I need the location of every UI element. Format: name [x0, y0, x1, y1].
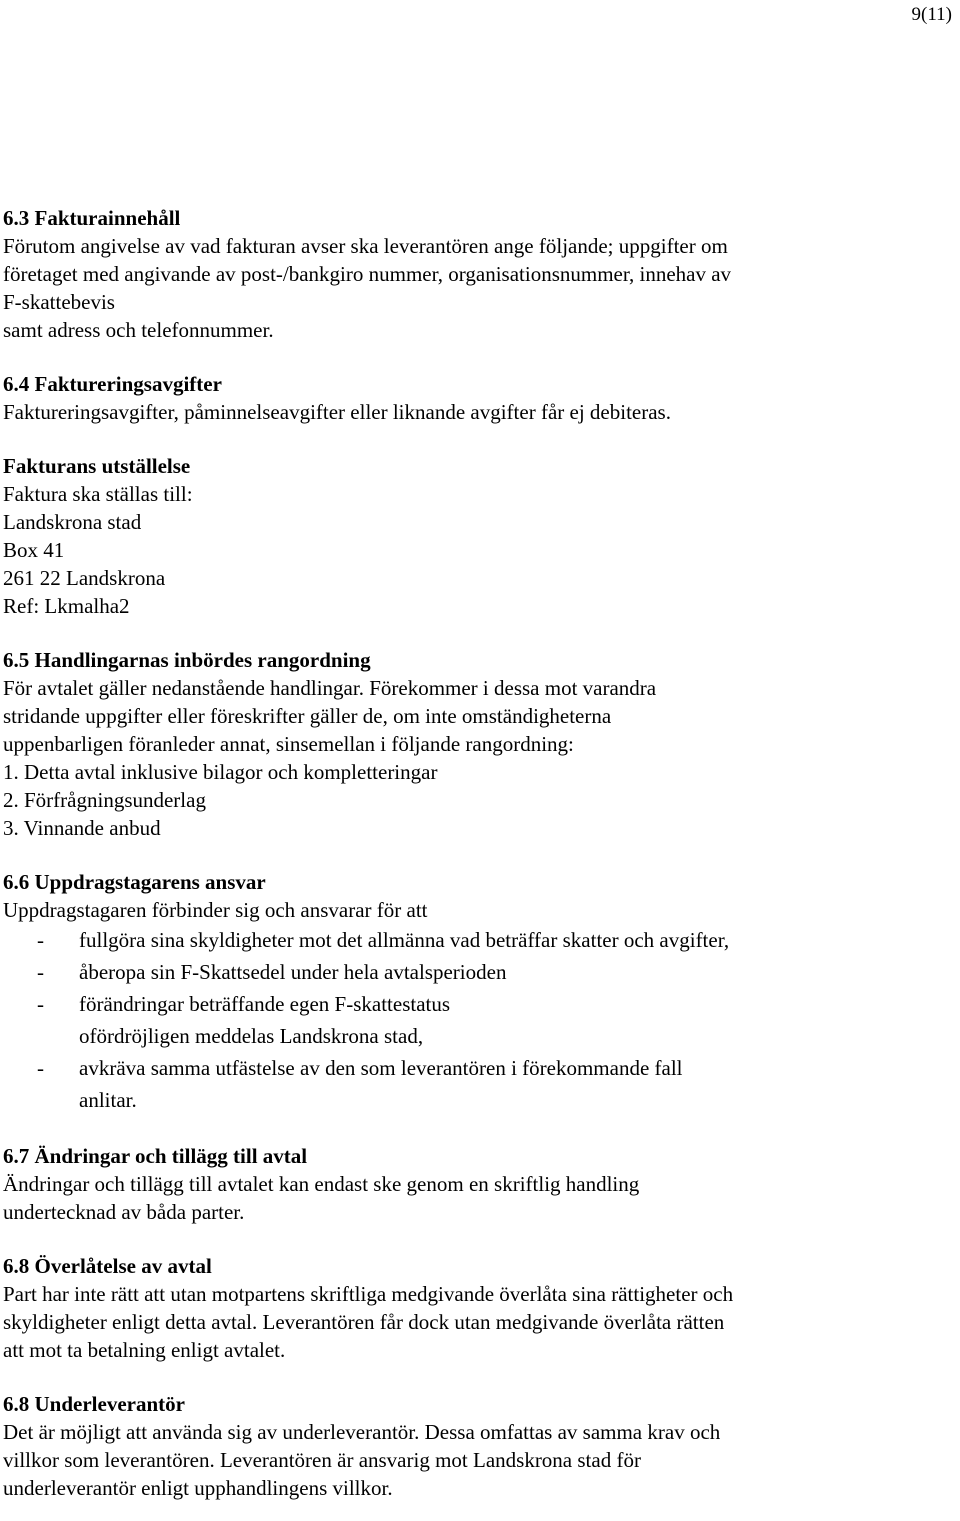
paragraph-line: Part har inte rätt att utan motpartens skriftliga medgivande överlåta sina rättigheter och [3, 1282, 734, 1306]
section-heading: 6.3 Fakturainnehåll [3, 206, 181, 230]
paragraph-line: Förutom angivelse av vad fakturan avser ska leverantören ange följande; uppgifter om [3, 234, 728, 258]
paragraph-line: villkor som leverantören. Leverantören är ansvarig mot Landskrona stad för [3, 1448, 641, 1472]
ranking-item: 3. Vinnande anbud [3, 816, 161, 840]
address-line: Faktura ska ställas till: [3, 482, 193, 506]
section-heading: 6.7 Ändringar och tillägg till avtal [3, 1144, 308, 1168]
paragraph-line: underleverantör enligt upphandlingens villkor. [3, 1476, 393, 1500]
address-line: 261 22 Landskrona [3, 566, 166, 590]
dash-bullet: - [37, 992, 44, 1016]
list-item [3, 988, 953, 1052]
section-heading: 6.5 Handlingarnas inbördes rangordning [3, 648, 371, 672]
section-heading: 6.6 Uppdragstagarens ansvar [3, 870, 266, 894]
section-heading: 6.8 Underleverantör [3, 1392, 185, 1416]
address-line: Landskrona stad [3, 510, 142, 534]
section-6-3 [3, 204, 953, 344]
page-number: 9(11) [911, 4, 952, 25]
section-6-6 [3, 868, 953, 1116]
dash-bullet: - [37, 928, 44, 952]
section-6-4 [3, 370, 953, 426]
paragraph-line: Ändringar och tillägg till avtalet kan endast ske genom en skriftlig handling [3, 1172, 640, 1196]
dash-bullet: - [37, 1056, 44, 1080]
section-6-5 [3, 646, 953, 842]
section-6-8-subcontractor [3, 1390, 953, 1502]
paragraph-line: Uppdragstagaren förbinder sig och ansvarar för att [3, 898, 428, 922]
address-line: Box 41 [3, 538, 65, 562]
paragraph-line: stridande uppgifter eller föreskrifter gäller de, om inte omständigheterna [3, 704, 612, 728]
paragraph-line: uppenbarligen föranleder annat, sinsemellan i följande rangordning: [3, 732, 574, 756]
paragraph-line: företaget med angivande av post-/bankgiro nummer, organisationsnummer, innehav av [3, 262, 732, 286]
section-6-7 [3, 1142, 953, 1226]
list-item-text: åberopa sin F-Skattsedel under hela avtalsperioden [79, 960, 507, 984]
obligation-list [3, 924, 953, 1116]
section-6-8-transfer [3, 1252, 953, 1364]
ranking-item: 1. Detta avtal inklusive bilagor och kompletteringar [3, 760, 438, 784]
section-heading: 6.4 Faktureringsavgifter [3, 372, 222, 396]
section-heading: Fakturans utställelse [3, 454, 191, 478]
paragraph-line: skyldigheter enligt detta avtal. Leverantören får dock utan medgivande överlåta rätten [3, 1310, 725, 1334]
ranking-item: 2. Förfrågningsunderlag [3, 788, 206, 812]
paragraph-line: För avtalet gäller nedanstående handlingar. Förekommer i dessa mot varandra [3, 676, 657, 700]
list-item [3, 1052, 953, 1116]
document-body [3, 204, 953, 1502]
section-heading: 6.8 Överlåtelse av avtal [3, 1254, 212, 1278]
list-item-continuation: ofördröjligen meddelas Landskrona stad, [79, 1024, 424, 1048]
paragraph-line: Faktureringsavgifter, påminnelseavgifter eller liknande avgifter får ej debiteras. [3, 400, 671, 424]
list-item [3, 956, 953, 988]
paragraph-line: F-skattebevis [3, 290, 115, 314]
section-invoice-address [3, 452, 953, 620]
dash-bullet: - [37, 960, 44, 984]
list-item-continuation: anlitar. [79, 1088, 137, 1112]
list-item-text: förändringar beträffande egen F-skattestatus [79, 992, 451, 1016]
list-item [3, 924, 953, 956]
list-item-text: avkräva samma utfästelse av den som leverantören i förekommande fall [79, 1056, 683, 1080]
list-item-text: fullgöra sina skyldigheter mot det allmänna vad beträffar skatter och avgifter, [79, 928, 730, 952]
paragraph-line: Det är möjligt att använda sig av underleverantör. Dessa omfattas av samma krav och [3, 1420, 721, 1444]
paragraph-line: undertecknad av båda parter. [3, 1200, 245, 1224]
paragraph-line: samt adress och telefonnummer. [3, 318, 274, 342]
address-line: Ref: Lkmalha2 [3, 594, 130, 618]
paragraph-line: att mot ta betalning enligt avtalet. [3, 1338, 286, 1362]
